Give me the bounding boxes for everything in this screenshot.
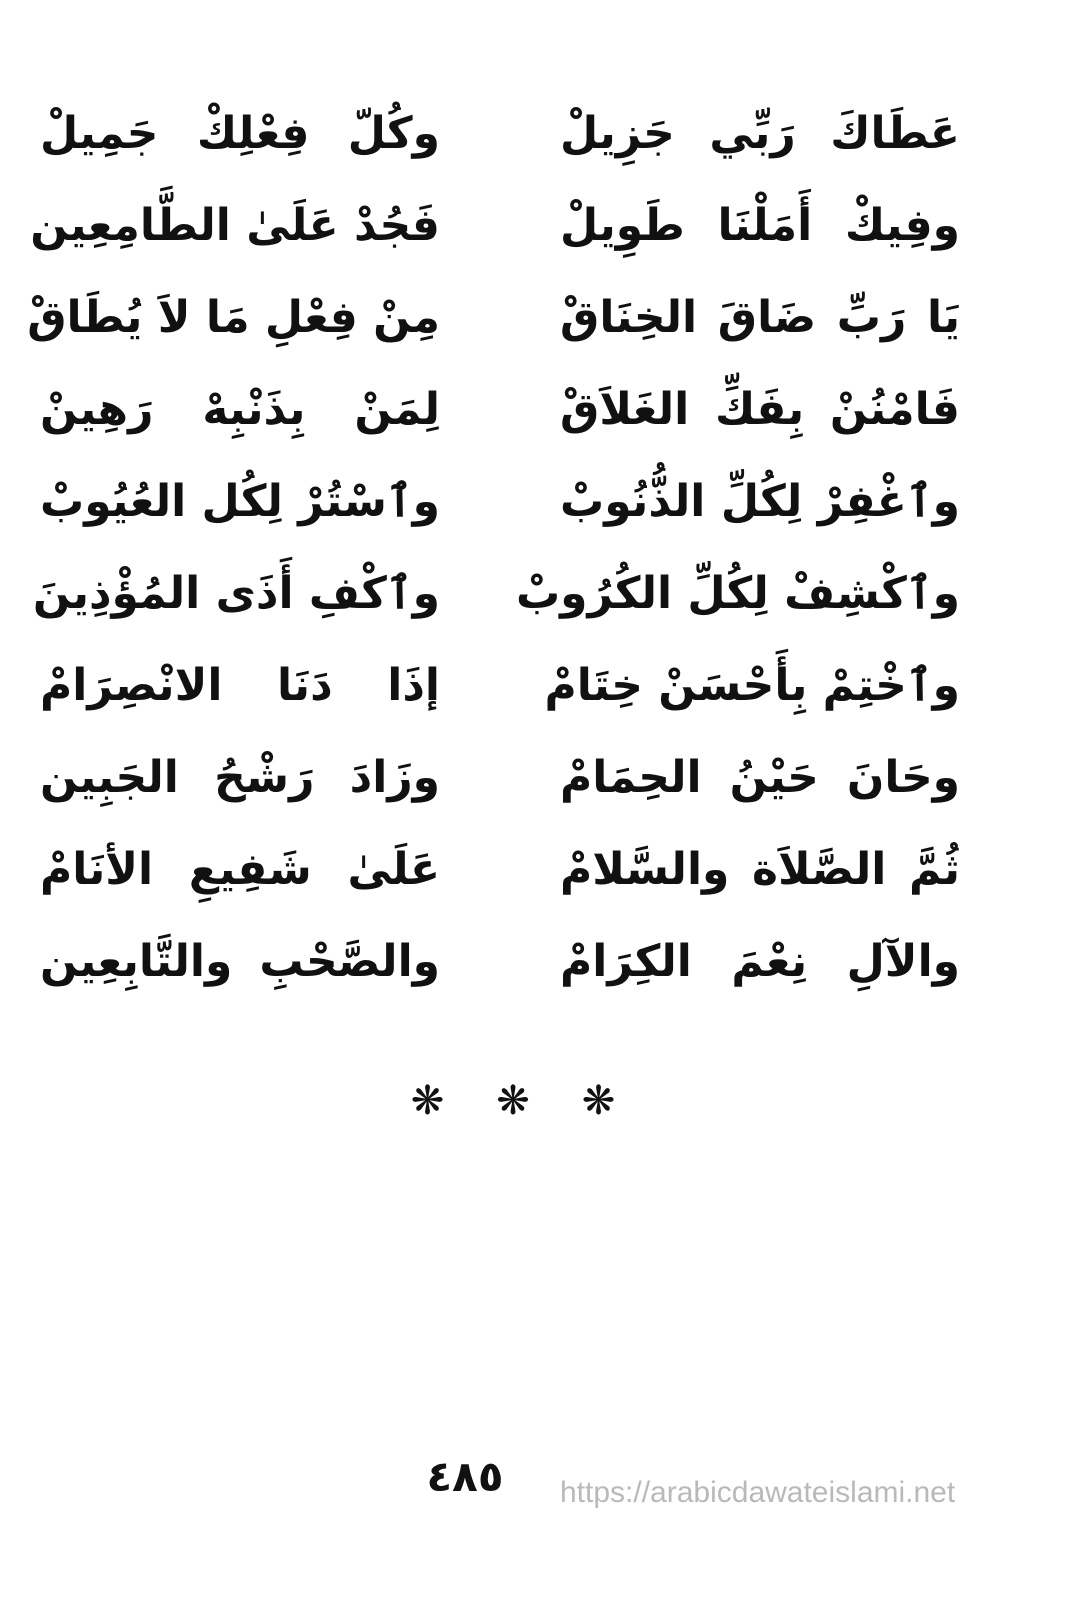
star-ornament-icon: ❋ [581,1078,668,1124]
verse-second-hemistich: والصَّحْبِ والتَّابِعِين [40,936,440,987]
verse-second-hemistich: وٱكْفِ أَذَى المُؤْذِينَ [32,568,440,619]
verse-second-hemistich: عَلَىٰ شَفِيعِ الأنَامْ [40,844,440,895]
verse-second-hemistich: لِمَنْ بِذَنْبِهْ رَهِينْ [40,384,440,435]
verse-first-hemistich: وفِيكْ أَمَلْنَا طَوِيلْ [560,200,960,251]
verse-first-hemistich: فَامْنُنْ بِفَكِّ الغَلاَقْ [560,384,960,435]
verse-first-hemistich: وٱخْتِمْ بِأَحْسَنْ خِتَامْ [544,660,960,711]
verse-second-hemistich: إذَا دَنَا الانْصِرَامْ [40,660,440,711]
verse [40,824,960,916]
verse-second-hemistich: وزَادَ رَشْحُ الجَبِين [40,752,440,803]
verse [27,272,960,364]
verse [40,456,960,548]
star-ornament-icon: ❋ [496,1078,582,1124]
verse-first-hemistich: والآلِ نِعْمَ الكِرَامْ [560,936,960,987]
page-number: ٤٨٥ [426,1452,504,1501]
verse [40,640,960,732]
verse-second-hemistich: وكُلّ فِعْلِكْ جَمِيلْ [40,108,440,159]
star-ornament-icon: ❋ [410,1078,497,1124]
verse-first-hemistich: يَا رَبِّ ضَاقَ الخِنَاقْ [560,292,960,343]
verse [40,732,960,824]
verse [40,88,960,180]
poem [27,88,960,1008]
verse-first-hemistich: عَطَاكَ رَبِّي جَزِيلْ [560,108,960,159]
verse [40,364,960,456]
verse [30,180,960,272]
section-divider [0,1078,1078,1124]
verse-first-hemistich: وٱغْفِرْ لِكُلِّ الذُّنُوبْ [560,476,960,527]
verse-second-hemistich: وٱسْتُرْ لِكُل العُيُوبْ [40,476,440,527]
verse [32,548,960,640]
verse-second-hemistich: فَجُدْ عَلَىٰ الطَّامِعِين [30,200,440,251]
verse-second-hemistich: مِنْ فِعْلِ مَا لاَ يُطَاقْ [27,292,440,343]
verse-first-hemistich: وحَانَ حَيْنُ الحِمَامْ [560,752,960,803]
verse-first-hemistich: وٱكْشِفْ لِكُلِّ الكُرُوبْ [515,568,960,619]
watermark: https://arabicdawateislami.net [560,1476,956,1509]
verse-first-hemistich: ثُمَّ الصَّلاَة والسَّلامْ [560,844,960,895]
verse [40,916,960,1008]
